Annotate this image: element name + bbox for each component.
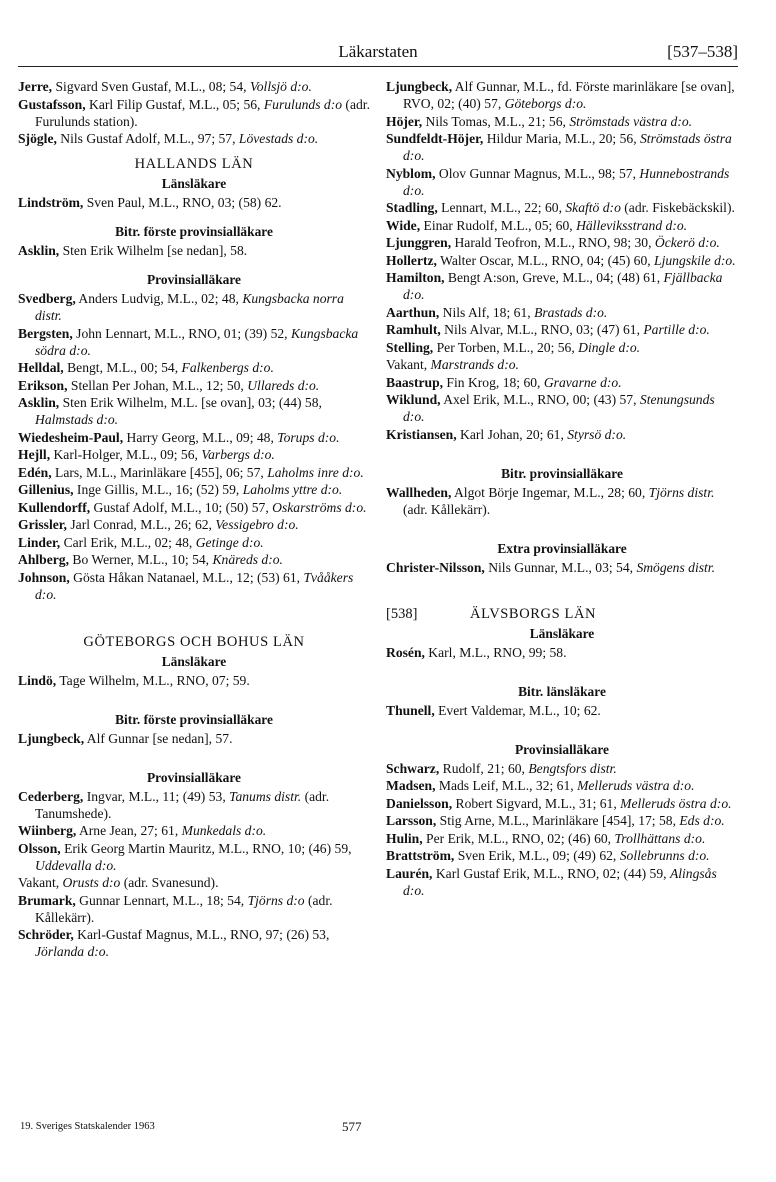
listing-entry [386, 559, 738, 576]
listing-entry [18, 499, 370, 516]
person-name: Larsson, [386, 813, 437, 828]
listing-entry [18, 551, 370, 568]
listing-entry [386, 304, 738, 321]
entry-details: Fin Krog, 18; 60, [443, 374, 544, 390]
person-name: Hejll, [18, 447, 51, 462]
district-name: Bengtsfors distr. [528, 760, 617, 776]
person-name: Helldal, [18, 360, 64, 375]
entry-details: Karl-Gustaf Magnus, M.L., RNO, 97; (26) 53, [73, 927, 330, 942]
listing-entry [386, 484, 738, 518]
entry-details: Bengt A:son, Greve, M.L., 04; (48) 61, [444, 270, 664, 285]
listing-entry [18, 242, 370, 259]
listing-entry [18, 394, 370, 428]
district-name: Laholms yttre d:o. [242, 482, 343, 497]
entry-address: (adr. Furulunds station). [35, 96, 370, 129]
district-name: Marstrands d:o. [430, 357, 519, 372]
footer-page-number: 577 [342, 1119, 362, 1134]
listing-entry [18, 290, 370, 324]
person-name: Kristiansen, [386, 426, 457, 442]
office-subheading: Provinsialläkare [147, 769, 241, 785]
entry-details: Bengt, M.L., 00; 54, [63, 360, 182, 375]
person-name: Johnson, [18, 569, 70, 585]
entry-details: Rudolf, 21; 60, [439, 760, 529, 776]
listing-entry [386, 847, 738, 864]
person-name: Christer-Nilsson, [386, 559, 485, 575]
district-name: Lövestads d:o. [238, 131, 319, 146]
person-name: Wallheden, [386, 484, 452, 500]
district-name: Brastads d:o. [534, 304, 608, 320]
person-name: Baastrup, [386, 374, 444, 390]
district-name: Furulunds d:o [263, 96, 343, 112]
entry-details: Stig Arne, M.L., Marinläkare [454], 17; 58, [436, 813, 680, 828]
person-name: Ljungbeck, [386, 79, 453, 94]
district-name: Strömstads östra d:o. [403, 131, 732, 163]
county-heading: GÖTEBORGS OCH BOHUS LÄN [83, 633, 305, 650]
person-name: Edén, [18, 464, 52, 480]
office-subheading: Länsläkare [529, 625, 595, 641]
district-name: Uddevalla d:o. [35, 857, 117, 873]
entry-details: Karl, M.L., RNO, 99; 58. [424, 644, 567, 660]
listing-entry [386, 339, 738, 356]
office-subheading: Bitr. förste provinsialläkare [115, 711, 273, 727]
person-name: Wiinberg, [18, 823, 77, 838]
county-heading-row [386, 606, 738, 623]
entry-details: Ingvar, M.L., 11; (49) 53, [83, 788, 230, 804]
person-name: Stelling, [386, 339, 434, 355]
entry-details: Nils Gustaf Adolf, M.L., 97; 57, [56, 131, 239, 146]
entry-details: Tage Wilhelm, M.L., RNO, 07; 59. [56, 672, 250, 688]
listing-entry [18, 822, 370, 839]
entry-details: Mads Leif, M.L., 32; 61, [435, 778, 578, 793]
section-number: [538] [386, 605, 418, 622]
person-name: Gustafsson, [18, 96, 86, 112]
district-name: Knäreds d:o. [212, 552, 283, 567]
district-name: Gravarne d:o. [543, 374, 622, 390]
entry-details: Sten Erik Wilhelm [se nedan], 58. [59, 243, 248, 258]
listing-entry [18, 730, 370, 747]
listing-entry [386, 113, 738, 130]
listing-entry [386, 321, 738, 338]
listing-entry [386, 234, 738, 251]
person-name: Wiedesheim-Paul, [18, 429, 124, 445]
listing-entry [18, 96, 370, 130]
person-name: Ljunggren, [386, 235, 452, 250]
district-name: Vollsjö d:o. [249, 79, 312, 94]
running-head [18, 40, 738, 66]
person-name: Schwarz, [386, 760, 440, 776]
entry-address: (adr. Kållekärr). [35, 892, 333, 925]
office-subheading: Provinsialläkare [515, 741, 609, 757]
person-name: Rosén, [386, 644, 425, 660]
entry-details: Sven Paul, M.L., RNO, 03; (58) 62. [83, 195, 282, 210]
listing-entry [386, 812, 738, 829]
district-name: Strömstads västra d:o. [569, 113, 693, 129]
listing-entry [18, 874, 370, 891]
district-name: Kungsbacka norra distr. [35, 291, 344, 323]
office-subheading: Bitr. förste provinsialläkare [115, 224, 273, 239]
listing-entry [18, 926, 370, 960]
district-name: Falkenbergs d:o. [181, 360, 274, 375]
listing-entry [386, 426, 738, 443]
person-name: Kullendorff, [18, 499, 91, 515]
office-subheading: Extra provinsialläkare [497, 540, 627, 556]
person-name: Asklin, [18, 395, 60, 410]
district-name: Stenungsunds d:o. [403, 392, 715, 424]
district-name: Oskarströms d:o. [272, 499, 367, 515]
person-name: Ramhult, [386, 322, 441, 337]
person-name: Linder, [18, 534, 61, 550]
office-subheading: Provinsialläkare [147, 272, 241, 287]
person-name: Lindström, [18, 195, 84, 210]
person-name: Erikson, [18, 377, 68, 393]
person-name: Grissler, [18, 517, 67, 532]
district-name: Tjörns distr. [648, 484, 715, 500]
county-heading: HALLANDS LÄN [134, 156, 254, 172]
person-name: Cederberg, [18, 788, 84, 804]
district-name: Ljungskile d:o. [654, 252, 736, 268]
district-name: Tanums distr. [229, 788, 302, 804]
entry-details: Hildur Maria, M.L., 20; 56, [483, 131, 640, 146]
listing-entry [18, 377, 370, 394]
entry-details: Sven Erik, M.L., 09; (49) 62, [454, 848, 620, 863]
district-name: Hunnebostrands d:o. [403, 165, 730, 198]
entry-details: Axel Erik, M.L., RNO, 00; (43) 57, [440, 392, 640, 407]
entry-details: Jarl Conrad, M.L., 26; 62, [66, 517, 216, 532]
entry-details: Vakant, [386, 357, 431, 372]
listing-entry [386, 252, 738, 269]
person-name: Svedberg, [18, 291, 76, 306]
listing-entry [386, 199, 738, 216]
entry-details: Bo Werner, M.L., 10; 54, [68, 552, 213, 567]
listing-entry [386, 702, 738, 719]
person-name: Thunell, [386, 702, 435, 718]
entry-details: Karl Johan, 20; 61, [456, 426, 568, 442]
listing-entry [386, 391, 738, 425]
district-name: Sollebrunns d:o. [619, 848, 710, 863]
person-name: Stadling, [386, 200, 438, 215]
entry-details: Harald Teofron, M.L., RNO, 98; 30, [451, 235, 655, 250]
page-title: Läkarstaten [338, 42, 418, 61]
person-name: Schröder, [18, 927, 74, 942]
office-subheading: Bitr. provinsialläkare [501, 465, 623, 481]
entry-details: Stellan Per Johan, M.L., 12; 50, [67, 377, 248, 393]
office-subheading: Länsläkare [161, 653, 227, 669]
person-name: Jerre, [18, 79, 53, 94]
district-name: Fjällbacka d:o. [403, 270, 723, 302]
listing-entry [18, 194, 370, 211]
person-name: Olsson, [18, 840, 61, 856]
listing-entry [18, 840, 370, 874]
entry-details: Sten Erik Wilhelm, M.L. [se ovan], 03; (44) 58, [59, 395, 322, 410]
listing-entry [386, 644, 738, 661]
listing-entry [386, 217, 738, 234]
district-name: Skaftö d:o [565, 200, 621, 215]
entry-details: John Lennart, M.L., RNO, 01; (39) 52, [72, 325, 291, 341]
district-name: Melleruds västra d:o. [577, 778, 695, 793]
listing-entry [386, 130, 738, 164]
listing-entry [18, 429, 370, 446]
header-rule [18, 66, 738, 67]
county-heading: ÄLVSBORGS LÄN [470, 605, 597, 622]
district-name: Torups d:o. [277, 429, 340, 445]
page-reference: [537–538] [667, 42, 738, 61]
footer-source: 19. Sveriges Statskalender 1963 [20, 1121, 155, 1132]
entry-address: (adr. Fiskebäckskil). [620, 200, 735, 215]
person-name: Wiklund, [386, 392, 441, 407]
district-name: Trollhättans d:o. [614, 830, 706, 846]
listing-entry [18, 481, 370, 498]
person-name: Wide, [386, 217, 421, 233]
person-name: Hollertz, [386, 252, 437, 268]
person-name: Brattström, [386, 848, 455, 863]
district-name: Kungsbacka södra d:o. [35, 325, 359, 358]
district-name: Orusts d:o [62, 875, 121, 890]
district-name: Melleruds östra d:o. [620, 795, 732, 811]
listing-entry [18, 464, 370, 481]
listing-entry [18, 516, 370, 533]
entry-details: Per Erik, M.L., RNO, 02; (46) 60, [422, 830, 615, 846]
district-name: Partille d:o. [643, 322, 710, 337]
district-name: Jörlanda d:o. [35, 944, 110, 959]
left-column [18, 78, 370, 961]
person-name: Höjer, [386, 113, 423, 129]
entry-details: Karl Gustaf Erik, M.L., RNO, 02; (44) 59, [432, 865, 670, 881]
district-name: Varbergs d:o. [201, 447, 275, 462]
entry-details: Olov Gunnar Magnus, M.L., 98; 57, [435, 165, 640, 181]
person-name: Nyblom, [386, 165, 436, 181]
listing-entry [18, 78, 370, 95]
entry-details: Per Torben, M.L., 20; 56, [433, 339, 579, 355]
entry-details: Lennart, M.L., 22; 60, [437, 200, 566, 215]
page [18, 40, 738, 66]
entry-details: Alf Gunnar, M.L., fd. Förste marinläkare [se ovan], RVO, 02; (40) 57, [403, 79, 735, 111]
listing-entry [18, 892, 370, 926]
listing-entry [386, 374, 738, 391]
person-name: Gillenius, [18, 482, 74, 497]
entry-details: Gunnar Lennart, M.L., 18; 54, [75, 892, 248, 908]
listing-entry [386, 165, 738, 199]
person-name: Ahlberg, [18, 552, 69, 567]
listing-entry [18, 788, 370, 822]
entry-details: Walter Oscar, M.L., RNO, 04; (45) 60, [436, 252, 655, 268]
district-name: Alingsås d:o. [403, 865, 717, 898]
entry-details: Harry Georg, M.L., 09; 48, [123, 429, 278, 445]
entry-details: Vakant, [18, 875, 63, 890]
person-name: Lindö, [18, 672, 57, 688]
entry-address: (adr. Tanumshede). [35, 788, 330, 821]
listing-entry [18, 672, 370, 689]
entry-details: Erik Georg Martin Mauritz, M.L., RNO, 10; (46) 59, [60, 840, 352, 856]
entry-details: Sigvard Sven Gustaf, M.L., 08; 54, [52, 79, 250, 94]
district-name: Göteborgs d:o. [504, 96, 587, 111]
district-name: Eds d:o. [679, 813, 725, 828]
entry-details: Algot Börje Ingemar, M.L., 28; 60, [451, 484, 649, 500]
entry-details: Lars, M.L., Marinläkare [455], 06; 57, [51, 464, 268, 480]
entry-details: Einar Rudolf, M.L., 05; 60, [420, 217, 577, 233]
listing-entry [18, 446, 370, 463]
district-name: Ullareds d:o. [247, 377, 320, 393]
entry-details: Robert Sigvard, M.L., 31; 61, [452, 795, 621, 811]
district-name: Tvååkers d:o. [35, 569, 354, 602]
district-name: Vessigebro d:o. [215, 517, 299, 532]
person-name: Danielsson, [386, 795, 453, 811]
entry-details: Nils Alf, 18; 61, [439, 304, 535, 320]
columns [18, 78, 738, 961]
district-name: Styrsö d:o. [567, 426, 627, 442]
district-name: Halmstads d:o. [35, 412, 119, 427]
entry-details: Karl-Holger, M.L., 09; 56, [50, 447, 202, 462]
district-name: Laholms inre d:o. [267, 464, 364, 480]
entry-details: Gustaf Adolf, M.L., 10; (50) 57, [90, 499, 273, 515]
entry-details: Nils Alvar, M.L., RNO, 03; (47) 61, [440, 322, 644, 337]
listing-entry [386, 760, 738, 777]
person-name: Hulin, [386, 830, 423, 846]
entry-address: (adr. Kållekärr). [403, 501, 491, 517]
listing-entry [18, 130, 370, 147]
listing-entry [386, 830, 738, 847]
person-name: Madsen, [386, 778, 436, 793]
person-name: Brumark, [18, 892, 76, 908]
person-name: Laurén, [386, 865, 433, 881]
listing-entry [18, 325, 370, 359]
person-name: Aarthun, [386, 304, 440, 320]
district-name: Tjörns d:o [247, 892, 305, 908]
district-name: Smögens distr. [636, 559, 715, 575]
person-name: Asklin, [18, 243, 60, 258]
right-column [386, 78, 738, 961]
person-name: Hamilton, [386, 270, 445, 285]
person-name: Ljungbeck, [18, 730, 85, 746]
person-name: Bergsten, [18, 325, 73, 341]
district-name: Munkedals d:o. [181, 823, 267, 838]
listing-entry [386, 78, 738, 112]
listing-entry [386, 269, 738, 303]
office-subheading: Länsläkare [161, 176, 227, 191]
entry-details: Karl Filip Gustaf, M.L., 05; 56, [85, 96, 264, 112]
entry-details: Nils Gunnar, M.L., 03; 54, [484, 559, 637, 575]
district-name: Hälleviksstrand d:o. [576, 217, 688, 233]
listing-entry [386, 795, 738, 812]
entry-details: Nils Tomas, M.L., 21; 56, [422, 113, 570, 129]
entry-details: Arne Jean, 27; 61, [76, 823, 182, 838]
entry-details: Gösta Håkan Natanael, M.L., 12; (53) 61, [69, 569, 304, 585]
entry-details: Evert Valdemar, M.L., 10; 62. [434, 702, 601, 718]
entry-details: Anders Ludvig, M.L., 02; 48, [75, 291, 243, 306]
entry-details: Inge Gillis, M.L., 16; (52) 59, [73, 482, 243, 497]
entry-details: Carl Erik, M.L., 02; 48, [60, 534, 196, 550]
listing-entry [386, 777, 738, 794]
listing-entry [386, 356, 738, 373]
district-name: Dingle d:o. [578, 339, 641, 355]
office-subheading: Bitr. länsläkare [518, 683, 606, 699]
entry-address: (adr. Svanesund). [120, 875, 219, 890]
entry-details: Alf Gunnar [se nedan], 57. [84, 730, 233, 746]
district-name: Öckerö d:o. [654, 235, 720, 250]
person-name: Sundfeldt-Höjer, [386, 131, 484, 146]
listing-entry [18, 359, 370, 376]
listing-entry [386, 865, 738, 899]
district-name: Getinge d:o. [195, 534, 264, 550]
listing-entry [18, 534, 370, 551]
listing-entry [18, 569, 370, 603]
person-name: Sjögle, [18, 131, 57, 146]
